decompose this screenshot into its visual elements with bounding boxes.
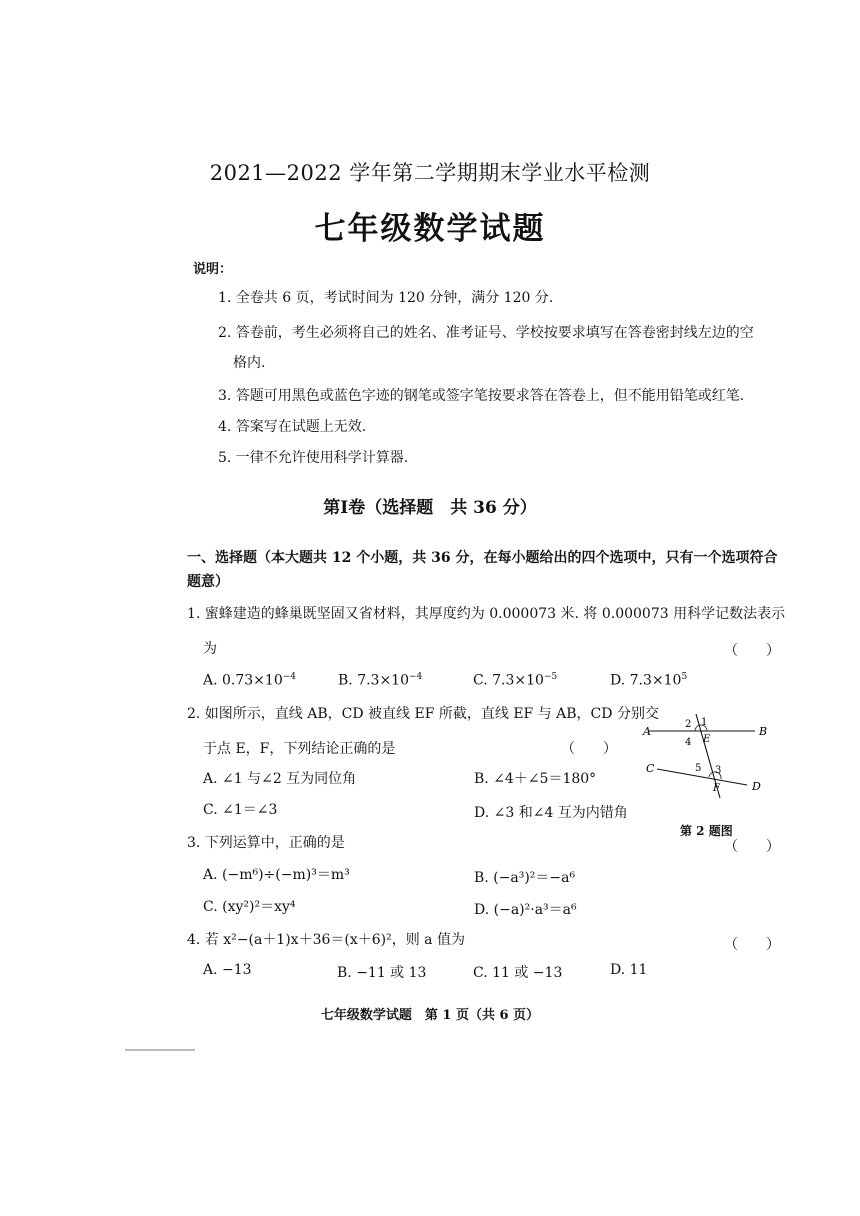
q4-stem: 4. 若 x²−(a＋1)x＋36＝(x＋6)²，则 a 值为 bbox=[187, 932, 465, 948]
q2-option-c: C. ∠1＝∠3 bbox=[203, 802, 278, 818]
label-f: F bbox=[713, 783, 720, 794]
angle-label-3: 3 bbox=[715, 765, 722, 776]
label-e: E bbox=[703, 734, 711, 745]
note-item-2-cont: 格内. bbox=[233, 355, 266, 371]
exam-title: 七年级数学试题 bbox=[314, 211, 546, 247]
q3-option-a: A. (−m⁶)÷(−m)³＝m³ bbox=[203, 867, 350, 883]
page-footer: 七年级数学试题 第 1 页（共 6 页） bbox=[320, 1008, 540, 1023]
q3-answer-paren: （ ） bbox=[724, 839, 780, 855]
q1-stem-cont: 为 bbox=[203, 641, 217, 657]
scan-artifact-line bbox=[125, 1049, 195, 1051]
q1-option-c: C. $7.3\times 10^{-5}$ bbox=[473, 672, 558, 689]
q2-stem: 2. 如图所示，直线 AB，CD 被直线 EF 所截，直线 EF 与 AB，CD 分别交 bbox=[187, 706, 659, 722]
q1-answer-paren: （ ） bbox=[724, 643, 780, 659]
note-item-5: 5. 一律不允许使用科学计算器. bbox=[218, 450, 409, 466]
q3-stem: 3. 下列运算中，正确的是 bbox=[187, 835, 345, 851]
q1-stem: 1. 蜜蜂建造的蜂巢既坚固又省材料，其厚度约为 0.000073 米. 将 0.000073 用科学记数法表示 bbox=[187, 606, 786, 622]
q4-answer-paren: （ ） bbox=[724, 937, 780, 953]
q2-stem-cont: 于点 E，F，下列结论正确的是 bbox=[203, 741, 396, 757]
note-item-1: 1. 全卷共 6 页，考试时间为 120 分钟，满分 120 分. bbox=[218, 290, 554, 306]
label-a: A bbox=[643, 725, 651, 738]
q3-option-b: B. (−a³)²＝−a⁶ bbox=[474, 870, 576, 886]
part-title: 一、选择题（本大题共 12 个小题，共 36 分，在每小题给出的四个选项中，只有一个选项符合题意） bbox=[187, 550, 778, 590]
section-heading: 第Ⅰ卷（选择题 共 36 分） bbox=[323, 498, 537, 518]
q3-option-c: C. (xy²)²＝xy⁴ bbox=[203, 899, 296, 915]
q2-option-d: D. ∠3 和∠4 互为内错角 bbox=[474, 805, 628, 821]
angle-label-4: 4 bbox=[685, 737, 692, 748]
q2-parallel-lines-figure bbox=[637, 710, 775, 806]
q4-option-b: B. −11 或 13 bbox=[337, 965, 427, 981]
label-d: D bbox=[752, 780, 761, 793]
q2-answer-paren: （ ） bbox=[561, 741, 617, 757]
line-cd bbox=[657, 769, 747, 785]
notes-label: 说明： bbox=[193, 262, 233, 277]
exam-subtitle: 2021—2022 学年第二学期期末学业水平检测 bbox=[209, 161, 651, 185]
q1-option-a: A. $0.73\times 10^{-4}$ bbox=[203, 672, 297, 689]
q1-option-b: B. $7.3\times 10^{-4}$ bbox=[338, 672, 423, 689]
label-c: C bbox=[646, 762, 655, 775]
angle-label-2: 2 bbox=[685, 719, 692, 730]
q3-option-d: D. (−a)²·a³＝a⁶ bbox=[474, 902, 577, 918]
q4-option-a: A. −13 bbox=[203, 962, 252, 978]
label-b: B bbox=[759, 725, 768, 738]
q1-option-d: D. $7.3\times 10^5$ bbox=[610, 672, 688, 689]
q4-option-d: D. 11 bbox=[610, 962, 648, 978]
note-item-4: 4. 答案写在试题上无效. bbox=[218, 419, 367, 435]
q4-option-c: C. 11 或 −13 bbox=[473, 965, 563, 981]
q2-option-a: A. ∠1 与∠2 互为同位角 bbox=[203, 771, 357, 787]
q2-figure-caption: 第 2 题图 bbox=[680, 824, 733, 838]
angle-label-5: 5 bbox=[695, 763, 702, 774]
note-item-2: 2. 答卷前，考生必须将自己的姓名、准考证号、学校按要求填写在答卷密封线左边的空 bbox=[218, 325, 754, 341]
q2-option-b: B. ∠4＋∠5＝180° bbox=[474, 771, 597, 787]
angle-label-1: 1 bbox=[701, 717, 708, 728]
note-item-3: 3. 答题可用黑色或蓝色字迹的钢笔或签字笔按要求答在答卷上，但不能用铅笔或红笔. bbox=[218, 388, 745, 404]
